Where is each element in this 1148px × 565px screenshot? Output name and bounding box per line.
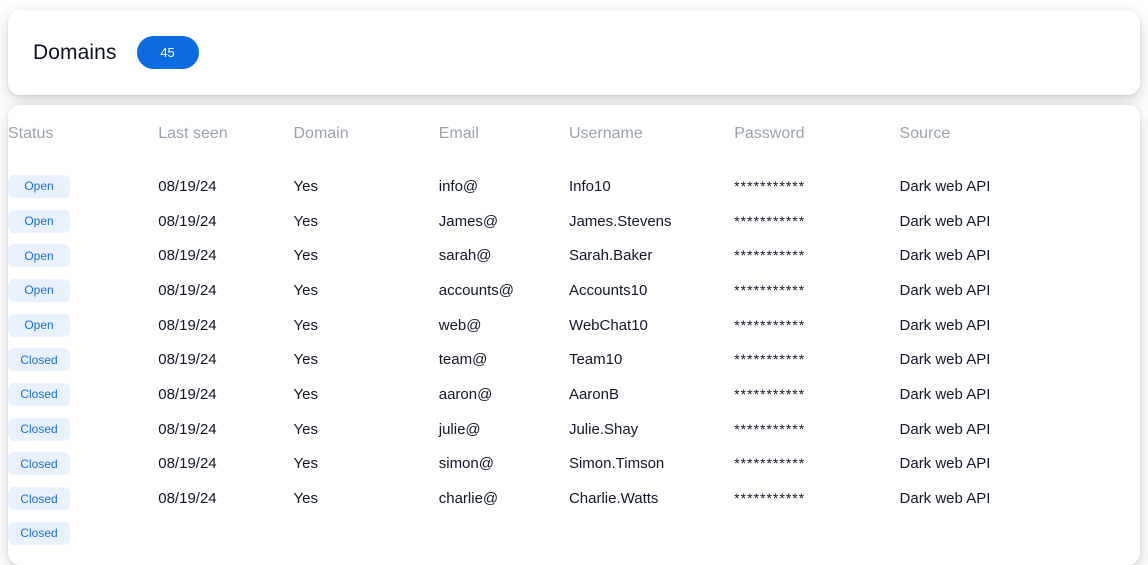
cell-domain xyxy=(293,273,438,308)
cell-last-seen xyxy=(158,308,293,343)
cell-domain-value: Yes xyxy=(293,281,318,299)
cell-email-value: accounts@ xyxy=(438,281,514,299)
table-body xyxy=(8,163,1140,551)
cell-source xyxy=(900,342,1140,377)
cell-password xyxy=(734,204,899,239)
cell-email-value: web@ xyxy=(438,316,482,334)
table-header-row xyxy=(8,105,1140,163)
cell-email-value: simon@ xyxy=(438,455,494,473)
cell-status xyxy=(8,308,158,343)
domains-count-badge: 45 xyxy=(137,36,199,69)
status-badge[interactable]: Open xyxy=(8,175,70,198)
cell-email-value: info@ xyxy=(438,177,479,195)
cell-email xyxy=(439,273,569,308)
cell-last-seen xyxy=(158,342,293,377)
cell-username xyxy=(569,481,734,516)
cell-domain-value: Yes xyxy=(293,455,318,473)
cell-source xyxy=(900,377,1140,412)
table-row[interactable] xyxy=(8,204,1140,239)
cell-domain xyxy=(293,481,438,516)
cell-username-value: Julie.Shay xyxy=(568,420,639,438)
cell-last-seen xyxy=(158,481,293,516)
cell-password xyxy=(734,273,899,308)
cell-username xyxy=(569,238,734,273)
cell-status xyxy=(8,412,158,447)
cell-domain xyxy=(293,308,438,343)
cell-domain xyxy=(293,342,438,377)
cell-password-value: *********** xyxy=(734,316,806,333)
cell-password-value: *********** xyxy=(734,351,806,368)
cell-source xyxy=(900,412,1140,447)
cell-email xyxy=(439,481,569,516)
cell-email xyxy=(439,204,569,239)
cell-username xyxy=(569,412,734,447)
column-header-source[interactable]: Source xyxy=(899,125,951,142)
cell-domain xyxy=(293,163,438,204)
cell-source xyxy=(900,238,1140,273)
cell-password-value: *********** xyxy=(734,455,806,472)
cell-email-value: team@ xyxy=(438,351,488,369)
table-row[interactable] xyxy=(8,516,1140,551)
cell-source xyxy=(900,447,1140,482)
cell-username-value: Charlie.Watts xyxy=(568,490,659,508)
cell-username-value: WebChat10 xyxy=(568,316,648,334)
cell-source-value: Dark web API xyxy=(899,490,991,508)
cell-source-value: Dark web API xyxy=(899,351,991,369)
status-badge[interactable]: Closed xyxy=(8,348,70,371)
cell-source-value: Dark web API xyxy=(899,385,991,403)
cell-last-seen xyxy=(158,273,293,308)
table-row[interactable] xyxy=(8,163,1140,204)
cell-domain xyxy=(293,377,438,412)
table-row[interactable] xyxy=(8,447,1140,482)
cell-domain xyxy=(293,412,438,447)
cell-last-seen-value: 08/19/24 xyxy=(158,490,217,508)
cell-last-seen xyxy=(158,516,293,551)
cell-email xyxy=(439,163,569,204)
column-header-username[interactable]: Username xyxy=(568,125,643,142)
cell-password xyxy=(734,342,899,377)
cell-username xyxy=(569,377,734,412)
cell-username-value: AaronB xyxy=(568,385,619,403)
status-badge[interactable]: Open xyxy=(8,314,70,337)
cell-source xyxy=(900,516,1140,551)
cell-password xyxy=(734,238,899,273)
cell-domain xyxy=(293,204,438,239)
cell-domain-value: Yes xyxy=(293,316,318,334)
cell-source xyxy=(900,481,1140,516)
cell-password-value: *********** xyxy=(734,490,806,507)
cell-password xyxy=(734,412,899,447)
cell-source-value: Dark web API xyxy=(899,281,991,299)
cell-status xyxy=(8,516,158,551)
cell-email xyxy=(439,516,569,551)
column-header-password[interactable]: Password xyxy=(734,125,805,142)
domains-table-card xyxy=(8,105,1140,565)
cell-source-value: Dark web API xyxy=(899,316,991,334)
cell-email-value: sarah@ xyxy=(438,247,492,265)
cell-email xyxy=(439,238,569,273)
cell-username xyxy=(569,163,734,204)
cell-last-seen-value: 08/19/24 xyxy=(158,385,217,403)
cell-last-seen xyxy=(158,412,293,447)
status-badge[interactable]: Closed xyxy=(8,418,70,441)
status-badge[interactable]: Closed xyxy=(8,383,70,406)
cell-last-seen-value: 08/19/24 xyxy=(158,247,217,265)
table-row[interactable] xyxy=(8,377,1140,412)
domains-table xyxy=(8,105,1140,551)
cell-domain-value: Yes xyxy=(293,490,318,508)
cell-last-seen-value: 08/19/24 xyxy=(158,177,217,195)
cell-domain-value: Yes xyxy=(293,247,318,265)
cell-username-value: Accounts10 xyxy=(568,281,648,299)
cell-source xyxy=(900,204,1140,239)
table-header xyxy=(8,105,1140,163)
cell-password xyxy=(734,447,899,482)
cell-username xyxy=(569,308,734,343)
status-badge[interactable]: Open xyxy=(8,244,70,267)
cell-domain xyxy=(293,238,438,273)
column-header-status[interactable]: Status xyxy=(8,125,54,142)
cell-username xyxy=(569,273,734,308)
cell-status xyxy=(8,447,158,482)
cell-status xyxy=(8,377,158,412)
cell-email-value: aaron@ xyxy=(438,385,493,403)
cell-status xyxy=(8,273,158,308)
cell-username xyxy=(569,447,734,482)
cell-last-seen xyxy=(158,238,293,273)
cell-username xyxy=(569,516,734,551)
table-row[interactable] xyxy=(8,412,1140,447)
status-badge[interactable]: Closed xyxy=(8,522,70,545)
cell-password xyxy=(734,163,899,204)
cell-last-seen xyxy=(158,377,293,412)
table-row[interactable] xyxy=(8,481,1140,516)
table-row[interactable] xyxy=(8,308,1140,343)
cell-username-value: Simon.Timson xyxy=(568,455,665,473)
status-badge[interactable]: Open xyxy=(8,210,70,233)
domains-header-card xyxy=(8,10,1140,95)
cell-last-seen-value: 08/19/24 xyxy=(158,281,217,299)
cell-last-seen-value: 08/19/24 xyxy=(158,212,217,230)
cell-username-value: Info10 xyxy=(568,177,611,195)
cell-last-seen xyxy=(158,447,293,482)
cell-email-value: julie@ xyxy=(438,420,481,438)
status-badge[interactable]: Closed xyxy=(8,452,70,475)
cell-email xyxy=(439,308,569,343)
cell-last-seen-value: 08/19/24 xyxy=(158,420,217,438)
cell-last-seen-value: 08/19/24 xyxy=(158,455,217,473)
cell-status xyxy=(8,481,158,516)
cell-status xyxy=(8,238,158,273)
table-row[interactable] xyxy=(8,273,1140,308)
cell-username xyxy=(569,342,734,377)
cell-email xyxy=(439,342,569,377)
cell-email xyxy=(439,377,569,412)
cell-username-value: Team10 xyxy=(568,351,623,369)
status-badge[interactable]: Closed xyxy=(8,487,70,510)
cell-last-seen-value: 08/19/24 xyxy=(158,316,217,334)
cell-email-value: charlie@ xyxy=(438,490,499,508)
cell-domain-value: Yes xyxy=(293,351,318,369)
table-row[interactable] xyxy=(8,342,1140,377)
cell-status xyxy=(8,342,158,377)
cell-last-seen xyxy=(158,163,293,204)
cell-password-value: *********** xyxy=(734,385,806,402)
cell-domain xyxy=(293,447,438,482)
cell-password-value: *********** xyxy=(734,420,806,437)
cell-status xyxy=(8,204,158,239)
cell-email xyxy=(439,447,569,482)
cell-source-value: Dark web API xyxy=(899,212,991,230)
table-row[interactable] xyxy=(8,238,1140,273)
cell-username-value: Sarah.Baker xyxy=(568,247,653,265)
cell-source xyxy=(900,308,1140,343)
cell-source xyxy=(900,273,1140,308)
cell-email-value: James@ xyxy=(438,212,499,230)
cell-password xyxy=(734,377,899,412)
column-header-last-seen[interactable]: Last seen xyxy=(158,125,228,142)
cell-password xyxy=(734,308,899,343)
cell-username xyxy=(569,204,734,239)
cell-password xyxy=(734,516,899,551)
cell-source-value: Dark web API xyxy=(899,455,991,473)
cell-password-value: *********** xyxy=(734,177,806,194)
cell-password-value: *********** xyxy=(734,247,806,264)
cell-domain-value: Yes xyxy=(293,177,318,195)
cell-source xyxy=(900,163,1140,204)
page-title: Domains xyxy=(33,40,117,64)
status-badge[interactable]: Open xyxy=(8,279,70,302)
cell-source-value: Dark web API xyxy=(899,247,991,265)
cell-domain-value: Yes xyxy=(293,385,318,403)
cell-status xyxy=(8,163,158,204)
cell-username-value: James.Stevens xyxy=(568,212,672,230)
cell-password xyxy=(734,481,899,516)
cell-password-value: *********** xyxy=(734,281,806,298)
cell-email xyxy=(439,412,569,447)
column-header-domain[interactable]: Domain xyxy=(293,125,349,142)
cell-domain xyxy=(293,516,438,551)
cell-last-seen-value: 08/19/24 xyxy=(158,351,217,369)
cell-domain-value: Yes xyxy=(293,212,318,230)
cell-password-value: *********** xyxy=(734,212,806,229)
cell-source-value: Dark web API xyxy=(899,420,991,438)
cell-last-seen xyxy=(158,204,293,239)
cell-source-value: Dark web API xyxy=(899,177,991,195)
cell-domain-value: Yes xyxy=(293,420,318,438)
column-header-email[interactable]: Email xyxy=(438,125,479,142)
